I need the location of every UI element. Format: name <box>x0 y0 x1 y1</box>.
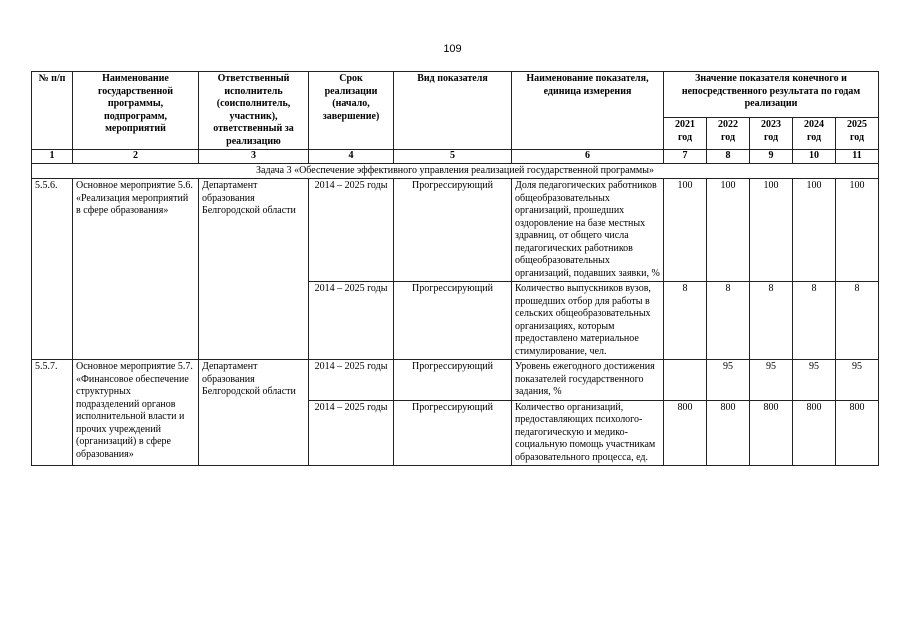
column-number: 8 <box>707 150 750 164</box>
header-year: 2021 год <box>664 118 707 150</box>
program-cell: Основное мероприятие 5.7. «Финансовое обеспечение структурных подразделений органов исполнительной власти и прочих учреждений (организаций) в сфере образования» <box>73 360 199 466</box>
header-num: № п/п <box>32 72 73 150</box>
indicator-name-cell: Уровень ежегодного достижения показателей государственного задания, % <box>512 360 664 401</box>
header-values-group: Значение показателя конечного и непосредственного результата по годам реализации <box>664 72 879 118</box>
header-year: 2025 год <box>836 118 879 150</box>
header-indicator-name: Наименование показателя, единица измерения <box>512 72 664 150</box>
column-number: 10 <box>793 150 836 164</box>
period-cell: 2014 – 2025 годы <box>309 400 394 466</box>
column-number: 9 <box>750 150 793 164</box>
indicator-name-cell: Количество выпускников вузов, прошедших отбор для работы в сельских общеобразовательных организациях, которым предоставлено материальное стимулирование, чел. <box>512 282 664 360</box>
row-number: 5.5.6. <box>32 179 73 360</box>
executor-cell: Департамент образования Белгородской области <box>199 179 309 360</box>
indicator-name-cell: Доля педагогических работников общеобразовательных организаций, прошедших оздоровление на базе местных здравниц, от общего числа педагогических работников общеобразовательных организаций, подавших заявки, % <box>512 179 664 282</box>
header-program: Наименование государственной программы, подпрограмм, мероприятий <box>73 72 199 150</box>
value-cell: 95 <box>707 360 750 401</box>
header-row <box>32 72 879 118</box>
header-indicator-type: Вид показателя <box>394 72 512 150</box>
period-cell: 2014 – 2025 годы <box>309 360 394 401</box>
row-number: 5.5.7. <box>32 360 73 466</box>
table-row <box>32 360 879 401</box>
indicator-type-cell: Прогрессирующий <box>394 179 512 282</box>
column-number: 7 <box>664 150 707 164</box>
executor-cell: Департамент образования Белгородской области <box>199 360 309 466</box>
column-number: 1 <box>32 150 73 164</box>
column-number: 11 <box>836 150 879 164</box>
column-number: 3 <box>199 150 309 164</box>
value-cell <box>664 360 707 401</box>
header-year: 2024 год <box>793 118 836 150</box>
value-cell: 100 <box>793 179 836 282</box>
task-title: Задача 3 «Обеспечение эффективного управления реализацией государственной программы» <box>32 163 879 179</box>
value-cell: 95 <box>836 360 879 401</box>
value-cell: 8 <box>836 282 879 360</box>
column-number: 6 <box>512 150 664 164</box>
value-cell: 800 <box>664 400 707 466</box>
program-cell: Основное мероприятие 5.6. «Реализация мероприятий в сфере образования» <box>73 179 199 360</box>
indicator-table <box>31 71 879 466</box>
header-year: 2023 год <box>750 118 793 150</box>
period-cell: 2014 – 2025 годы <box>309 179 394 282</box>
value-cell: 8 <box>750 282 793 360</box>
value-cell: 8 <box>793 282 836 360</box>
column-numbers-row <box>32 150 879 164</box>
indicator-type-cell: Прогрессирующий <box>394 282 512 360</box>
value-cell: 95 <box>750 360 793 401</box>
indicator-type-cell: Прогрессирующий <box>394 360 512 401</box>
page-number: 109 <box>443 43 462 55</box>
header-period: Срок реализации (начало, завершение) <box>309 72 394 150</box>
column-number: 4 <box>309 150 394 164</box>
value-cell: 8 <box>664 282 707 360</box>
header-executor: Ответственный исполнитель (соисполнитель, участник), ответственный за реализацию <box>199 72 309 150</box>
value-cell: 100 <box>664 179 707 282</box>
value-cell: 95 <box>793 360 836 401</box>
header-year: 2022 год <box>707 118 750 150</box>
value-cell: 800 <box>836 400 879 466</box>
value-cell: 800 <box>793 400 836 466</box>
column-number: 5 <box>394 150 512 164</box>
value-cell: 100 <box>707 179 750 282</box>
table-row <box>32 179 879 282</box>
indicator-name-cell: Количество организаций, предоставляющих психолого-педагогическую и медико-социальную помощь участникам образовательного процесса, ед. <box>512 400 664 466</box>
value-cell: 100 <box>836 179 879 282</box>
value-cell: 100 <box>750 179 793 282</box>
value-cell: 800 <box>707 400 750 466</box>
indicator-type-cell: Прогрессирующий <box>394 400 512 466</box>
value-cell: 8 <box>707 282 750 360</box>
column-number: 2 <box>73 150 199 164</box>
task-row <box>32 163 879 179</box>
period-cell: 2014 – 2025 годы <box>309 282 394 360</box>
value-cell: 800 <box>750 400 793 466</box>
